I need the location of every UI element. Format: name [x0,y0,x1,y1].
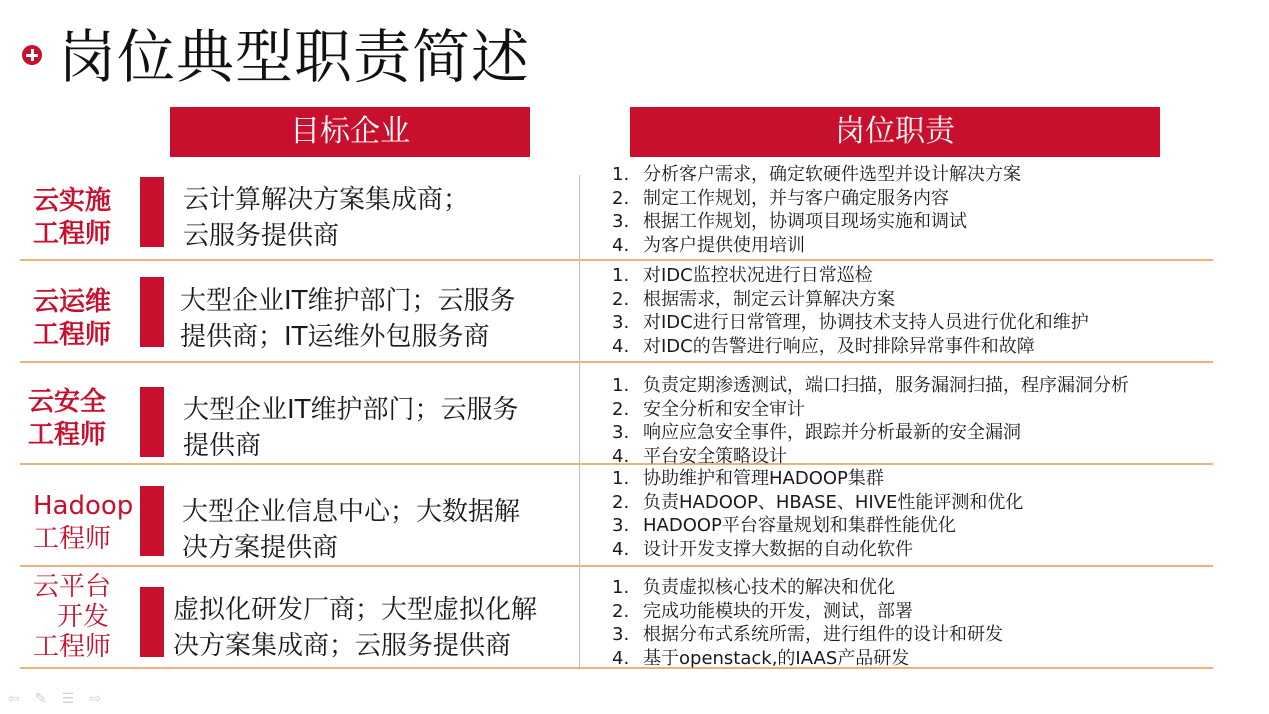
target-enterprise: 虚拟化研发厂商；大型虚拟化解 决方案集成商；云服务提供商 [173,595,538,661]
duty-list [612,374,1129,468]
role-label: 云实施 工程师 [33,186,112,249]
list-item: 3. 响应应急安全事件，跟踪并分析最新的安全漏洞 [612,422,1021,443]
target-enterprise: 大型企业信息中心；大数据解 决方案提供商 [182,497,521,563]
list-item: 2. 完成功能模块的开发，测试，部署 [612,600,913,622]
list-item: 1. 分析客户需求，确定软硬件选型并设计解决方案 [612,164,1021,185]
list-item: 3. HADOOP平台容量规划和集群性能优化 [612,515,956,536]
list-item: 1. 协助维护和管理HADOOP集群 [612,468,884,489]
target-enterprise: 云计算解决方案集成商； 云服务提供商 [183,185,470,251]
role-bar [140,277,164,347]
role-bar [140,387,164,457]
list-item: 4. 设计开发支撑大数据的自动化软件 [612,538,913,560]
page-title: 岗位典型职责简述 [58,23,531,91]
slide-nav [8,688,111,707]
list-item: 4. 基于openstack,的IAAS产品研发 [612,647,910,669]
list-item: 1. 负责虚拟核心技术的解决和优化 [612,577,895,598]
header-duties: 岗位职责 [630,107,1160,157]
role-bar [140,587,164,657]
list-item: 4. 对IDC的告警进行响应，及时排除异常事件和故障 [612,335,1035,357]
row-divider [20,361,1213,363]
duty-list [612,576,1003,670]
arrow-right-icon[interactable]: ⇨ [89,691,102,707]
menu-icon[interactable]: ☰ [61,691,75,707]
list-item: 4. 平台安全策略设计 [612,445,787,467]
row-divider [20,259,1213,261]
list-item: 2. 制定工作规划，并与客户确定服务内容 [612,187,949,209]
list-item: 3. 根据工作规划，协调项目现场实施和调试 [612,211,967,232]
role-bar [140,177,164,247]
role-bar [140,486,164,556]
pen-icon[interactable]: ✎ [34,691,47,707]
role-label: Hadoop 工程师 [33,491,134,554]
list-item: 2. 根据需求，制定云计算解决方案 [612,288,895,310]
list-item: 2. 安全分析和安全审计 [612,398,805,420]
header-target: 目标企业 [170,107,530,157]
list-item: 3. 对IDC进行日常管理，协调技术支持人员进行优化和维护 [612,312,1089,333]
column-divider [579,175,580,670]
role-label: 云运维 工程师 [33,287,112,350]
duty-list [612,467,1023,561]
list-item: 2. 负责HADOOP、HBASE、HIVE性能评测和优化 [612,491,1024,513]
list-item: 3. 根据分布式系统所需，进行组件的设计和研发 [612,624,1003,645]
role-label: 云安全 工程师 [28,387,107,450]
list-item: 4. 为客户提供使用培训 [612,234,805,256]
duty-list [612,264,1089,358]
arrow-left-icon[interactable]: ⇦ [8,691,20,707]
list-item: 1. 负责定期渗透测试，端口扫描，服务漏洞扫描，程序漏洞分析 [612,375,1129,396]
title-bullet-icon [22,45,42,65]
role-label: 云平台 开发 工程师 [33,572,112,662]
list-item: 1. 对IDC监控状况进行日常巡检 [612,265,873,286]
target-enterprise: 大型企业IT维护部门；云服务 提供商 [183,395,519,461]
duty-list [612,163,1021,257]
target-enterprise: 大型企业IT维护部门；云服务 提供商；IT运维外包服务商 [180,286,516,352]
